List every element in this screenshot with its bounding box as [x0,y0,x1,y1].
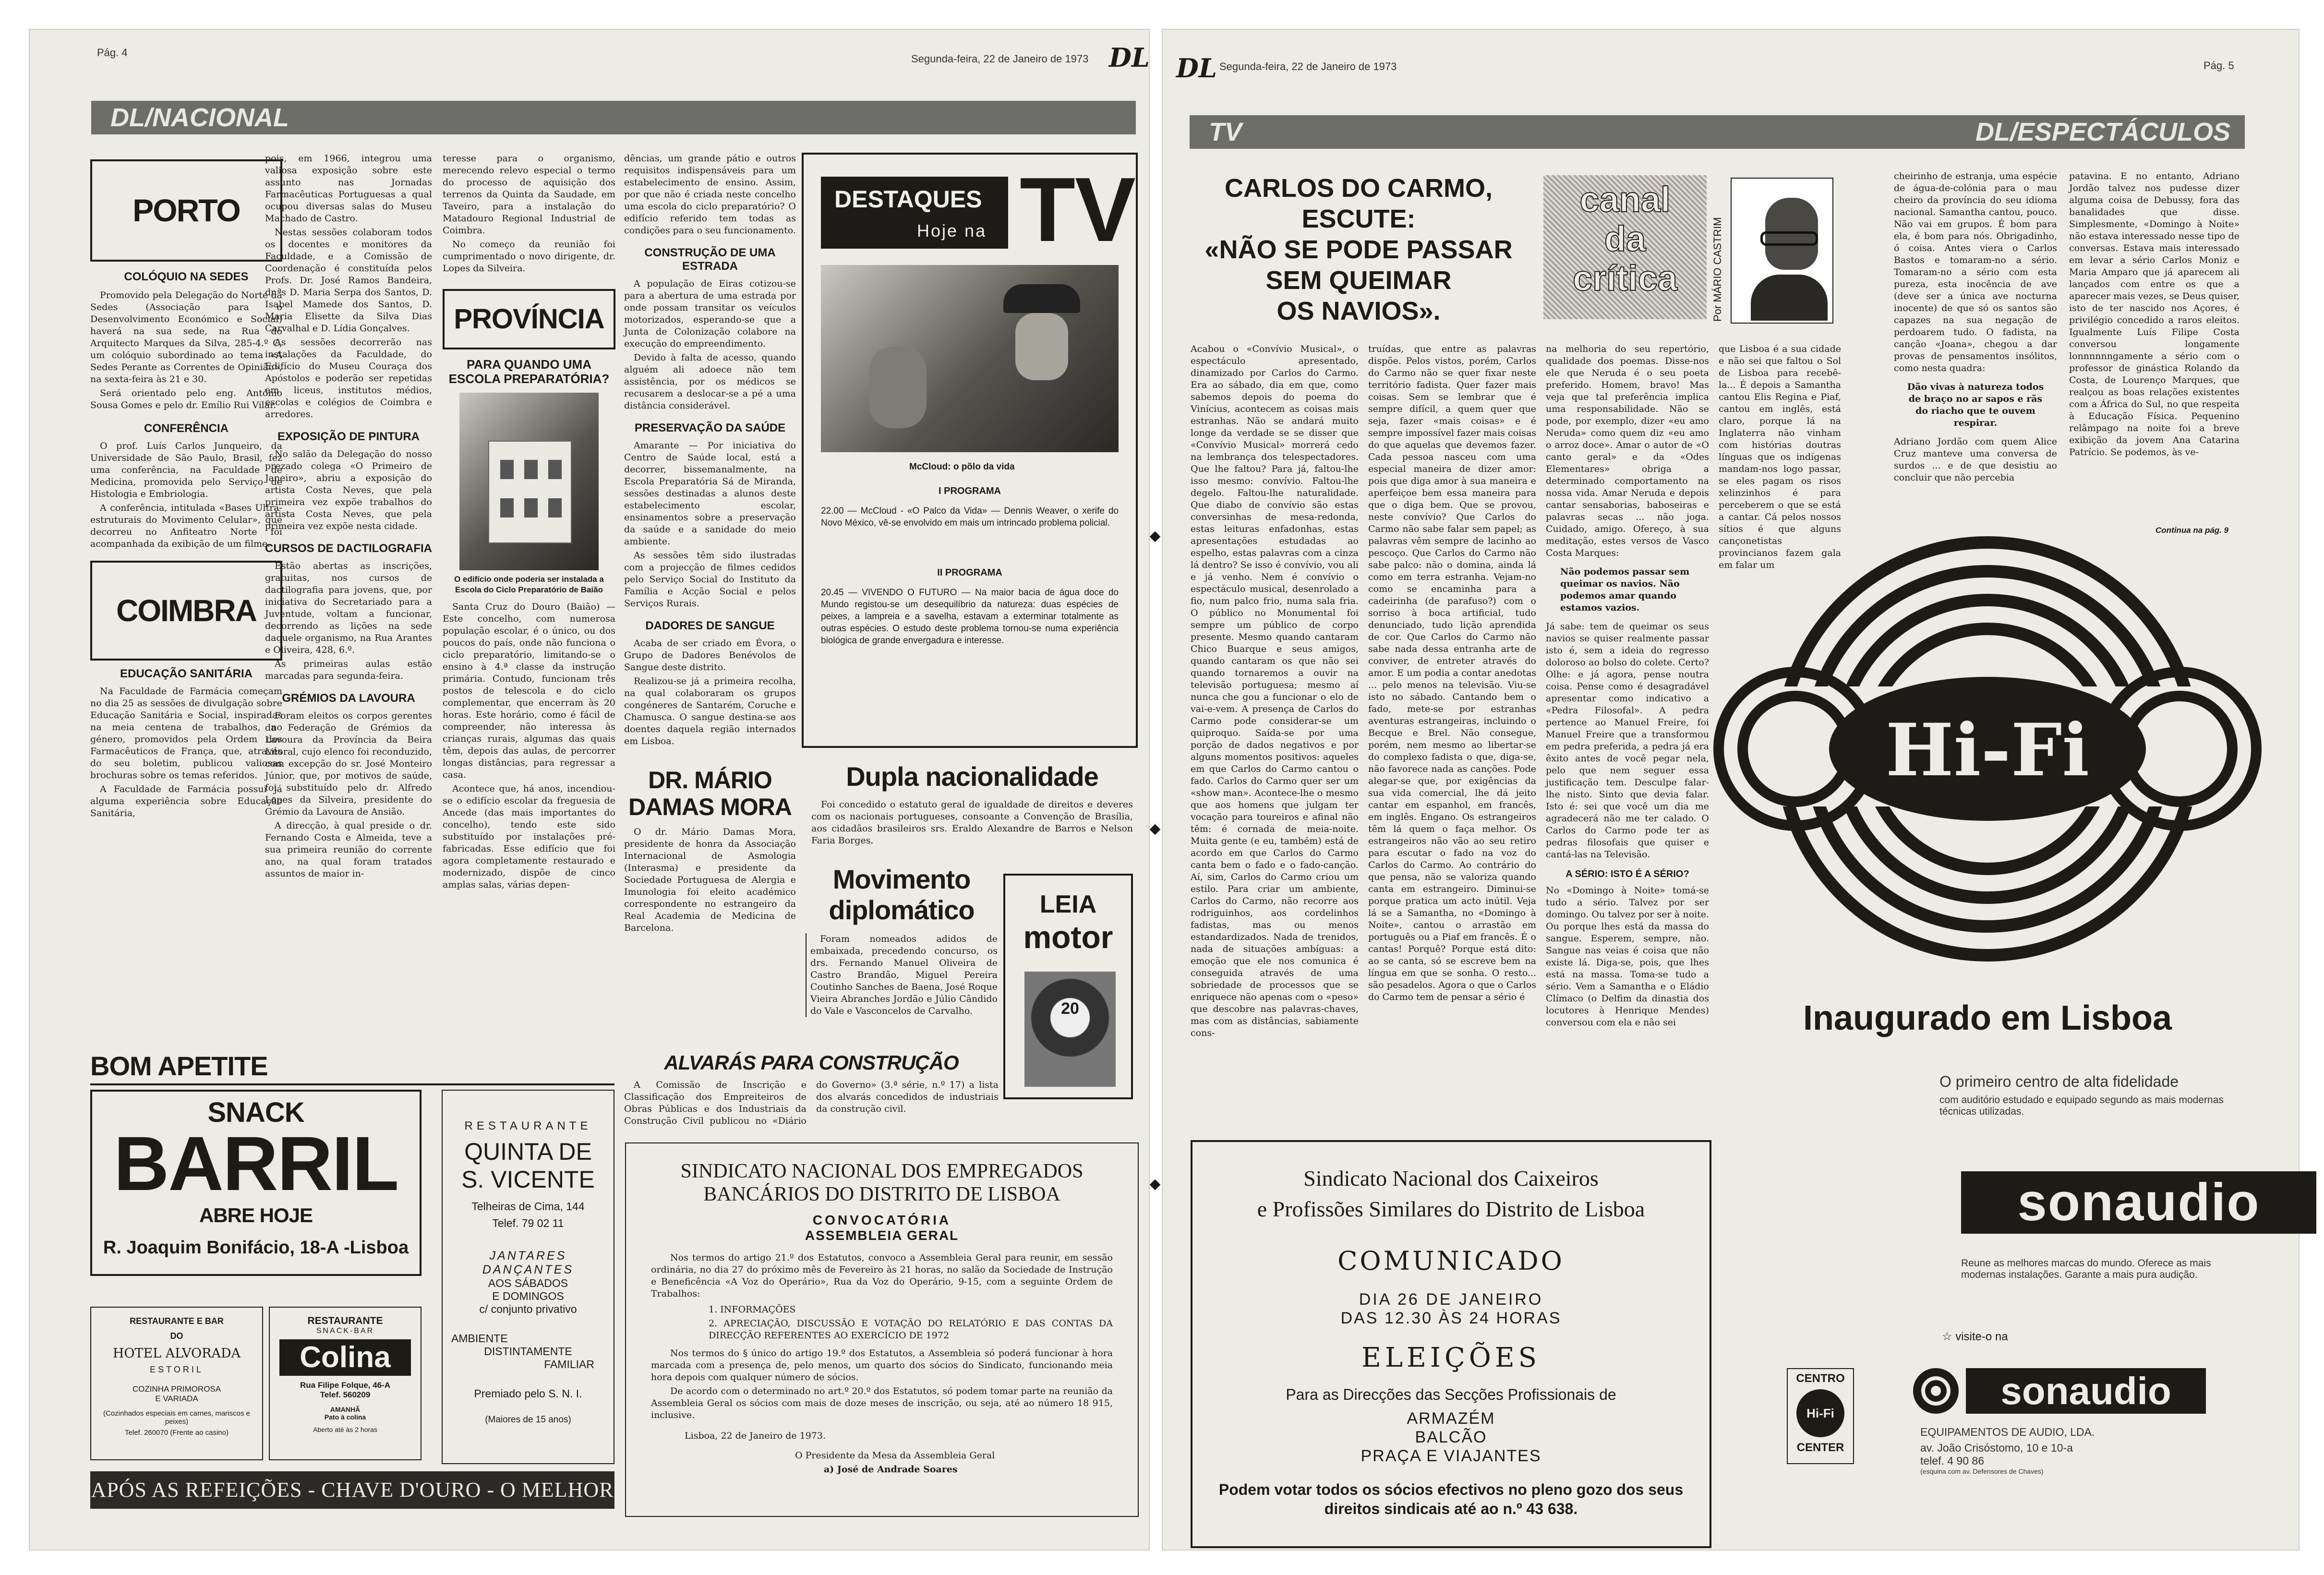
quinta-line: AOS SÁBADOS [488,1277,568,1289]
quinta-line: DISTINTAMENTE [484,1345,572,1358]
notice-signature-title: O Presidente da Mesa da Assembleia Geral [795,1450,995,1461]
caixeiros-footer: Podem votar todos os sócios efectivos no pleno gozo dos seus direitos sindicais até ao n.º 43 638. [1218,1481,1684,1517]
cursos-subhead: CURSOS DE DACTILOGRAFIA [265,542,432,555]
article-column [2069,170,2240,545]
movimento-heading: Movimento diplomático [829,864,975,925]
hifi-subline: O primeiro centro de alta fidelidade [1939,1073,2179,1090]
quinta-s-vicente-ad [442,1090,614,1464]
left-page [29,29,1150,1551]
sindicato-title-2: BANCÁRIOS DO DISTRITO DE LISBOA [703,1183,1060,1205]
sonaudio-tagline: Reune as melhores marcas do mundo. Oferece as mais modernas instalações. Garante a mais pura audição. [1961,1258,2211,1280]
motor-word: motor [1023,919,1113,955]
building-facade [488,441,572,543]
column-2 [265,153,432,1031]
caixeiros-title-1: Sindicato Nacional dos Caixeiros [1303,1166,1599,1190]
dupla-paragraph: Foi concedido o estatuto geral de igualdade de direitos e deveres com os nacionais portugueses, consoante a Convenção de Brasília, aos cidadãos brasileiros srs. Eraldo Alexandre de Barros e Nelson Faria Borges. [811,799,1133,846]
snack-address: R. Joaquim Bonifácio, 18-A -Lisboa [103,1238,409,1258]
quinta-phone: Telef. 79 02 11 [492,1217,564,1229]
cowboy-hat [1003,284,1080,313]
continued-link[interactable]: Continua na pág. 9 [2155,526,2229,535]
colina-line: SNACK-BAR [316,1327,374,1335]
visite-text: visite-o na [1955,1330,2008,1343]
center-word: CENTER [1796,1441,1844,1454]
alvorada-line: Telef. 260070 (Frente ao casino) [125,1429,229,1437]
quinta-address: Telheiras de Cima, 144 [471,1200,585,1213]
column-4 [624,153,796,1031]
school-building-photo [459,393,599,570]
exposicao-subhead: EXPOSIÇÃO DE PINTURA [277,430,420,443]
caixeiros-section: PRAÇA E VIAJANTES [1361,1447,1541,1465]
alvaras-paragraph: A Comissão de Inscrição e Classificação dos Empreiteiros de Obras Públicas e dos Industriais da Construção Civil publicou no «Diário do Governo» (3.ª série, n.º 17) a lista dos alvarás concedidos de industriais da construção civil. [624,1080,999,1126]
tv-highlights-sub: Hoje na [917,221,987,240]
snack-word: SNACK [207,1097,304,1128]
alvorada-line: ESTORIL [150,1365,204,1374]
headline-line: ESCUTE: [1301,204,1416,233]
notice-date: Lisboa, 22 de Janeiro de 1973. [685,1431,826,1441]
article-paragraph: dências, um grande pátio e outros requisitos indispensáveis para um estabelecimento de ensino. Assim, por que não é criada neste concelho uma escola do ciclo preparatório? O edifício referido tem todas as condições para o seu funcionamento. [624,153,796,236]
bom-apetite-section [90,1050,614,1085]
article-paragraph: Foram eleitos os corpos gerentes da Federação de Grémios da Lavoura da Província da Beira Litoral, cujo elenco foi reconduzido, com excepção do sr. José Monteiro Júnior, que, por motivos de saúde, foi substituído pelo dr. Alfredo Lopes da Silveira, presidente do Grémio da Lavoura de Ansião. [265,710,432,817]
article-paragraph: No «Domingo à Noite» tomá-se tudo a sério. Talvez por ser domingo. Ou talvez por ser à noite. Ou porque lhes está da massa do sangue. Esperem, sempre, não. Sangue nas veias é coisa que não existe lá. Diga-se, pois, que lhes está na massa. Toma-se tudo a sério. Vem a Samantha e o Eládio Clímaco (o Delfim da dinastia dos locutores à Henrique Mendes) conversou com ela e não sei [1546,885,1709,1028]
quinta-line: Premiado pelo S. N. I. [474,1387,582,1400]
masthead-logo: DL [1109,42,1150,73]
sonaudio-contact [1920,1426,2189,1475]
canal-word: canal [1579,180,1671,219]
article-paragraph: Santa Cruz do Douro (Baião) — Este concelho, com numerosa população escolar, é o único, ou dos poucos do país, onde não funciona o ciclo preparatório, limitando-se o ensino à 4.ª classe da instrução primária. Contudo, funcionam três postos de telescola e do ciclo complementar, que encerram às 20 horas. Este horário, como é fácil de compreender, não interessa às crianças rurais, algumas das quais têm, depois das aulas, de percorrer longas distâncias, para regressar a casa. [443,601,615,780]
alvorada-line: RESTAURANTE E BAR [130,1316,224,1326]
building-window [500,460,514,479]
article-paragraph: Acaba de ser criado em Évora, o Grupo de Dadores Benévolos de Sangue deste distrito. [624,638,796,673]
section-banner [1190,115,2245,149]
rule [90,1083,614,1085]
quinta-line: c/ conjunto privativo [479,1303,577,1315]
programme-1-label: I PROGRAMA [939,486,1001,496]
dateline: Segunda-feira, 22 de Janeiro de 1973 [1219,60,1397,72]
hifi-subline-2: com auditório estudado e equipado segundo as mais modernas técnicas utilizadas. [1939,1094,2224,1117]
gremios-subhead: GRÉMIOS DA LAVOURA [282,692,415,705]
colina-name: Colina [279,1339,411,1376]
star-icon: ☆ [1942,1330,1956,1343]
snack-barril-ad [90,1090,421,1276]
canal-logo-text [1553,180,1697,298]
quinta-line: DANÇANTES [482,1263,574,1276]
comunicado: COMUNICADO [1337,1246,1565,1276]
abre-hoje: ABRE HOJE [199,1204,313,1226]
headline-line: OS NAVIOS». [1276,297,1441,325]
article-paragraph: Já sabe: tem de queimar os seus navios se quiser realmente passar isto é, sem a ideia do regresso doloroso ao bolso do colete. Certo? Olhe: e já agora, pense noutra coisa. Pense como é desagradável apresentar como indicativo a «Pedra Filosofal». A pedra pertence ao Manuel Freire, foi Manuel Freire que a transformou em pedra preferida, a pedra já era êxito antes de você pegar nela, pelo que nem seguer essa justificação tem. Desculpe falar-lhe nisto. Sinto que devia falar. Isto é: sei que você um dia me agradecerá não me ter calado. O Carlos do Carmo pode ter as pedras filosofais que quiser e cantá-las na Televisão. [1546,621,1709,860]
building-window [524,460,538,479]
race-number: 20 [1061,999,1079,1018]
page-number: Pág. 5 [2204,60,2234,72]
alvorada-name: HOTEL ALVORADA [112,1346,241,1361]
quinta-label: RESTAURANTE [464,1119,592,1132]
headline-line: «NÃO SE PODE PASSAR [1204,235,1513,264]
section-banner: DL/NACIONAL [91,101,1136,134]
provincia-subhead: PARA QUANDO UMA ESCOLA PREPARATÓRIA? [448,357,610,386]
author-shoulders [1751,275,1828,321]
article-paragraph: As primeiras aulas estão marcadas para segunda-feira. [265,659,432,681]
building-window [524,498,538,517]
colina-ad [269,1307,421,1460]
coimbra-heading: COIMBRA [90,561,282,661]
porto-heading: PORTO [90,159,282,262]
article-paragraph: Nestas sessões colaboram todos os docentes e monitores da Faculdade, e a Comissão de Coordenação é constituída pelos Profs. Dr. José Ramos Bandeira, dr.ªs D. Maria Serpa dos Santos, D. Isabel Mamede dos Santos, D. Maria Elisette da Silva Dias Carvalhal e D. Lídia Gonçalves. [265,227,432,334]
centro-word: CENTRO [1796,1372,1845,1385]
coimbra-paragraph: Na Faculdade de Farmácia começam no dia 25 as sessões de divulgação sobre Educação Sanitária e Social, inspiradas na meia centena de trabalhos, no género, promovidos pela Ordem dos Farmacêuticos de França, que, através do seu boletim, publicou valiosas brochuras sobre os temas referidos. [90,686,282,781]
caixeiros-para: Para as Direcções das Secções Profissionais de [1286,1386,1616,1403]
notice-signature: a) José de Andrade Soares [824,1464,958,1475]
porto-subhead: COLÓQUIO NA SEDES [124,270,249,283]
leia-word: LEIA [1039,890,1097,918]
alvorada-line: (Cozinhados especiais em carnes, mariscos e peixes) [103,1409,250,1426]
canal-word: crítica [1572,258,1678,298]
caixeiros-hours: DAS 12.30 ÀS 24 HORAS [1340,1309,1562,1327]
quinta-line: FAMILIAR [544,1358,594,1371]
glasses-icon [1760,231,1818,246]
tv-highlights-header [821,177,1008,249]
article-paragraph: As sessões têm sido ilustradas com a projecção de filmes cedidos pelo Serviço Social do Instituto da Família e Acção Social e pelos Serviços Rurais. [624,550,796,609]
sonaudio-logo: sonaudio [1961,1171,2316,1234]
tv-highlights-box [802,153,1138,748]
movimento-paragraph: Foram nomeados adidos de embaixada, precedendo concurso, os drs. Fernando Manuel Oliveira de Castro Brandão, Miguel Pereira Coutinho Sanches de Baena, José Roque Vieira Abranches Jordão e Júlio Cândido do Vale e Vasconcelos de Carvalho. [806,933,998,1017]
colina-line: RESTAURANTE [307,1315,383,1326]
bom-apetite-heading: BOM APETITE [90,1051,268,1081]
programme-1-item: 22.00 — McCloud - «O Palco da Vida» — Dennis Weaver, o xerife do Novo México, vê-se envolvido em mais um intrincado problema policial. [821,506,1119,528]
building-window [548,460,562,479]
damas-mora-heading: DR. MÁRIO DAMAS MORA [628,767,792,820]
article-paragraph: No salão da Delegação do nosso prezado colega «O Primeiro de Janeiro», abriu a exposição do artista Costa Neves, que pela primeira vez expõe trabalhos do artista Costa Neves, que pela primeira vez expõe nesta cidade. [265,449,432,531]
mccloud-caption: McCloud: o põlo da vida [909,462,1015,472]
notice-paragraph: Nos termos do § único do artigo 19.º dos Estatutos, a Assembleia só poderá funcionar à hora marcada com a presença de, pelo menos, um quarto dos sócios do Sindicato, funcionando meia hora depois com qualquer número de sócios. [651,1348,1113,1383]
sonaudio-emblem-icon [1913,1368,1959,1414]
colina-line: Pato à colina [324,1413,366,1421]
article-paragraph: Realizou-se já a primeira recolha, na qual colaboraram os grupos congéneres de Santarém, Coruche e Chamusca. O sangue destina-se aos doentes daquela região internados em Lisboa. [624,676,796,746]
conferencia-paragraph: O prof. Luís Carlos Junqueiro, da Universidade de São Paulo, Brasil, fez uma conferência, na Faculdade de Medicina, promovida pelo Serviço de Histologia e Embriologia. [90,441,282,499]
sindicato-caixeiros-notice [1191,1140,1711,1548]
sonaudio-address: av. João Crisóstomo, 10 e 10-a [1920,1442,2073,1454]
movimento-diplomatico [806,864,998,1017]
sindicato-bancarios-notice [625,1142,1139,1517]
quinta-name-2: S. VICENTE [461,1166,595,1193]
article-paragraph: Devido à falta de acesso, quando alguém ali adoece não tem assistência, por os médicos se recusarem a deslocar-se a pé a uma distância considerável. [624,352,796,411]
building-window [500,498,514,517]
eleicoes: ELEIÇÕES [1361,1342,1541,1373]
article-paragraph: na melhoria do seu repertório, qualidade dos poemas. Disse-nos ele que Neruda é o seu poeta preferido. Homem, bravo! Mas veja que tal preferência implica uma responsabilidade. Não se pode, por exemplo, dizer «eu amo Neruda» como quem diz «eu amo o arroz doce». Amar o autor de «O canto geral» e da «Odes Elementares» obriga a determinado comportamento na nossa vida. Amar Neruda e depois cantar sensaborias, baboseiras e palavras secas ... não joga. Cuidado, amigo. Ofereço, à sua meditação, estes versos de Vasco Costa Marques: [1546,344,1709,558]
notice-paragraph: De acordo com o determinado no art.º 20.º dos Estatutos, só podem tomar parte na reunião da Assembleia Geral os sócios com mais de doze meses de inscrição, ou seja, até ao número 18 915, inclusive. [651,1386,1113,1420]
alvorada-line: DO [170,1331,183,1341]
column-3 [443,153,615,1031]
byline: Por MÁRIO CASTRIM [1711,217,1723,322]
author-portrait [1731,178,1833,324]
article-column: Acabou o «Convívio Musical», o espectáculo apresentado, dinamizado por Carlos do Carmo. Era ao sábado, dia em que, como sabemos depois do poema do Vinícius, acontecem as coisas mais estranhas. Não se andará muito longe da verdade se se disser que «Convívio Musical» morrerá cedo na lembrança dos telespectadores. Que lhe faltou? Para já, faltou-lhe isso mesmo: convívio. Faltou-lhe degelo. Faltou-lhe naturalidade. Que diabo de convívio são estas conversinhas de mesa-redonda, estas leituras enfadonhas, estas apresentações estudadas ao espelho, estas palavras com a cinza lá dentro? Se isso é convívio, vou ali e já venho. Nem é convívio o espectáculo musical, desenrolado a fio, num palco frio, numa sala fria. O público no Monumental foi sempre um público de corpo presente. Mesmo quando cantaram Chico Buarque e seus amigos, quando cantaram os que não sei quando tornaremos a ouvir na televisão portuguesa; mesmo aí nunca che gou a funcionar o elo de vai-e-vem. A presença de Carlos do Carmo pode considerar-se um quiproquo. Saída-se por uma porção de dados negativos e por alguns momentos positivos: aqueles em que Carlos do Carmo cantou o fado. Carlos do Carmo quer ser um «show man». Acontece-lhe o mesmo que aos homens que julgam ter vocação para toureiros e afinal não têm: é cornada de meia-noite. Muita gente (e eu, também) está de acordo em que Carlos do Carmo canta bem o fado e o fado-canção. Aí, sim, Carlos do Carmo criou um estilo. Para criar um ambiente, Carlos do Carmo, não recorre aos rodriguinhos, aos cordelinhos fadistas, mas ou menos estandardizados. Nada de trenidos, nada de situações ambíguas: a emoção que ele nos comunica é conseguida através de uma sobriedade de processos que se enriquece não apenas com o «peso» que descobre nas palavras-chaves, mas com as distâncias, sabiamente cons- [1191,344,1359,1038]
coimbra-paragraph: A Faculdade de Farmácia possui já alguma experiência sobre Educação Sanitária, [90,784,282,818]
centro-hifi-circle: Hi-Fi [1796,1389,1844,1437]
canal-word: da [1604,219,1646,259]
programme-2-label: II PROGRAMA [937,567,1002,578]
alvorada-line: COZINHA PRIMOROSA [132,1384,221,1394]
article-column: truídas, que entre as palavras dispõe. Pelos vistos, porém, Carlos do Carmo não se quer fixar neste território fadista. Quer fazer mais coisas. Sem se lembrar que é sempre difícil, a quem quer que seja, fazer «mais coisas» e é sempre impossível fazer mais coisas do que aquelas que devemos fazer. Cada pessoa nasceu com uma especial maneira de dizer amor: pois que diga amor à sua maneira e aperfeiçoe bem essa maneira para que o diga bem. Que se provou, neste convívio? Que Carlos do Carmo não sabe falar sem papel; as palavras vêm sempre de lacinho ao pescoço. Que Carlos do Carmo não sabe palco: não o domina, ainda lá como em terra estranha. Vejam-no como se encaminha para a cadeirinha (de parafuso?) com o sorriso à boca artificial, tudo denunciado, tudo lição aprendida de cor. Que Carlos do Carmo não sabe nada dessa entranha arte de conviver, de entreter através do amor. E um podia a contar anedotas ... pelo menos na televisão. Viu-se isto no sábado. Cantando bem o fado, mete-se por estranhas aventuras estrangeiras, incluindo o Becque e Brel. Não consegue, porém, nem mesmo ao libertar-se do complexo fadista o que, diga-se, não favorece nada as canções. Pode alegar-se que, por exigências da sua vida comercial, lhe dá jeito cantar em espanhol, em francês, em inglês. Engano. Os estrangeiros têm lá quem o faça melhor. Os estrangeiros não vão ao seu retiro para escutar o fado na voz do Carlos do Carmo. Ao contrário do que pensa, não se valoriza quando canta em estrangeiro. Diminui-se porque pratica um acto inútil. Veja lá se a Samantha, no «Domingo à Noite», cantou o arrastão em português ou a Piaf em francês. É o cantas! Porquê? Porque está dito: ao se canta, só se escreve bem na língua em que se sonha. O resto... são pesadelos. Agora o que o Carlos do Carmo tem de pensar a sério é [1368,344,1536,1002]
masthead-logo: DL [1176,53,1217,84]
hifi-logo-text: Hi-Fi [1885,708,2090,793]
colina-line: Telef. 560209 [320,1390,371,1399]
tv-big-letters: TV [1020,159,1135,261]
convocatoria: CONVOCATÓRIA [812,1213,951,1227]
porto-paragraph: Será orientado pelo eng. António Sousa Gomes e pelo dr. Emílio Rui Vilar. [90,388,282,410]
programme-2-item: 20.45 — VIVENDO O FUTURO — Na maior bacia de água doce do Mundo registou-se um desequilíbrio da natureza: duas espécies de peixes, a lampreia e a savelha, estavam a exterminar totalmente as outras espécies. O estudo deste problema tornou-se numa experiência biológica de grande envergadura e interesse. [821,588,1119,646]
sonaudio-logo-small: sonaudio [1966,1368,2206,1414]
sonaudio-note: (esquina com av. Defensores de Chaves) [1920,1467,2044,1475]
article-paragraph: patavina. E no entanto, Adriano Jordão talvez nos pudesse dizer alguma coisa de Debussy, fora das banalidades que disse. Simplesmente, «Domingo à Noite» não estava interessado nesse tipo de conversas. Estava mais interessado em levar a sério Carlos Moniz e Maria Amparo que já aparecem ali lançados com entre os que a aparecer mais vezes, se Deus quiser, isto de ter nascido nos Açores, é privilégio concedido a raros eleitos. Igualmente Luís Filipe Costa conversou longamente lonnnnnngamente a sério com o professor de ginástica Rolando da Costa, de Lourenço Marques, que realçou as boas relações existentes com a África do Sul, no que respeita à Educação Física. Pequenino relâmpago na noite foi a breve exibição da jovem Ana Catarina Patrício. Se podemos, às ve- [2069,171,2240,457]
sonaudio-equip: EQUIPAMENTOS DE AUDIO, LDA. [1920,1426,2095,1438]
hifi-graphic [1728,547,2247,1066]
actor-face [1015,313,1068,380]
centro-hifi-logo [1787,1368,1854,1464]
caixeiros-title-2: e Profissões Similares do Distrito de Lisboa [1257,1197,1645,1221]
visite-label [1942,1330,2008,1344]
dateline: Segunda-feira, 22 de Janeiro de 1973 [911,53,1089,65]
article-paragraph: No começo da reunião foi cumprimentado o novo dirigente, dr. Lopes da Silveira. [443,239,615,274]
mccloud-photo [821,265,1119,452]
article-headline [1191,173,1527,326]
article-paragraph: Acontece que, há anos, incendiou-se o edifício escolar da freguesia de Ancede (das mais importantes do concelho), tendo este sido substituído por instalações pré-fabricadas. Esse edifício que foi agora completamente restaurado e modernizado, dispõe de cinco amplas salas, várias depen- [443,783,615,890]
canal-da-critica-logo [1543,175,1707,319]
chave-douro-ad: APÓS AS REFEIÇÕES - CHAVE D'OURO - O MELHOR CAFÉ [90,1471,614,1509]
quinta-name-1: QUINTA DE [464,1138,592,1165]
article-paragraph: A população de Eiras cotizou-se para a abertura de uma estrada por onde possam transitar os veículos motorizados, esperando-se que a Junta de Colonização colabore na execução do empreendimento. [624,278,796,349]
a-serio-subhead: A SÉRIO: ISTO É A SÉRIO? [1565,869,1689,879]
headline-line: SEM QUEIMAR [1265,266,1452,295]
article-paragraph: A direcção, à qual preside o dr. Fernando Costa e Almeida, teve a sua primeira reunião do corrente ano, na qual foram tratados assuntos de maior in- [265,820,432,879]
quinta-line: AMBIENTE [451,1332,508,1345]
article-paragraph: Estão abertas as inscrições, gratuitas, nos cursos de dactilografia para jovens, que, por iniciativa do Secretariado para a Juventude, voltam a funcionar, decorrendo as lições na sede daquele organismo, na Rua Arantes e Oliveira, 428, 6.º. [265,561,432,655]
porto-paragraph: Promovido pela Delegação do Norte da Sedes (Associação para o Desenvolvimento Económico e Social) haverá na sua sede, na Rua do Arquitecto Marques da Silva, 285-4.º C, um colóquio subordinado ao tema «A Sedes Perante as Correntes de Opinião», na sexta-feira às 21 e 30. [90,290,282,385]
saude-subhead: PRESERVAÇÃO DA SAÚDE [634,421,786,434]
article-paragraph: teresse para o organismo, merecendo relevo especial o termo do processo de aquisição dos terrenos da Quinta da Saudade, em Taveiro, para a instalação do Matadouro Regional Industrial de Coimbra. [443,153,615,236]
dupla-nacionalidade [811,761,1133,847]
leia-motor-ad [1003,874,1133,1099]
coimbra-subhead: EDUCAÇÃO SANITÁRIA [120,667,253,680]
article-column: que Lisboa é a sua cidade e não sei que faltou o Sol de Lisboa para recebê-la... É depois a Samantha cantou Elis Regina e Piaf, cantou em inglês, está claro, porque lá na Inglaterra não vinham com histórias doutras línguas que os indígenas mandam-nos logo passar, se eles pagam os risos xelinzinhos é para perceberem o que se está a cantar. Cá pelos nossos sítios é que alguns cançonetistas provincianos fazem gala em falar um [1719,344,1841,570]
binding-mark [1150,824,1161,835]
conferencia-paragraph: A conferência, intitulada «Bases Ultra-estruturais do Movimento Celular», que decorreu no Anfiteatro Norte foi acompanhada da exibição de um filme. [90,503,282,549]
binding-mark [1150,531,1161,542]
banner-espectaculos: DL/ESPECTÁCULOS [1975,118,2230,146]
dupla-heading: Dupla nacionalidade [846,761,1098,792]
assembleia-geral: ASSEMBLEIA GERAL [805,1228,959,1243]
banner-tv: TV [1209,118,1242,146]
poem-quote: Não podemos passar sem queimar os navios. Não podemos amar quando estamos vazios. [1560,566,1690,613]
colina-line: Rua Filipe Folque, 46-A [300,1381,390,1390]
article-paragraph: cheirinho de estranja, uma espécie de água-de-colónia para o mau cheiro da província do seu idioma nacional. Samantha cantou, pouco. Não vai em grupos. É bom para ela, é bom para nós. Obrigadinho, ó coisa. Antes viera o Carlos Bastos e tomaram-no a sério. Tomaram-no a sério com esta pureza, esta inocência de ave (deve ser a única ave nocturna inocente) de que só os santos são capazes na sua negação de perdoarem tudo. O fadista, na canção «Joana», chegou a dar provas de pensamentos insólitos, como nesta quadra: [1894,171,2057,373]
damas-mora-paragraph: O dr. Mário Damas Mora, presidente de honra da Associação Internacional de Asmologia (Interasma) e presidente da Sociedade Portuguesa de Alergia e Imunologia foi eleito académico correspondente no estrangeiro da Real Academia de Medicina de Barcelona. [624,827,796,933]
barril-word: BARRIL [113,1120,398,1206]
article-paragraph: Amarante — Por iniciativa do Centro de Saúde local, está a decorrer, bissemanalmente, na Escola Preparatória Sá de Miranda, sessões destinadas a alunos deste estabelecimento escolar, ensinamentos sobre a preservação da saúde e a sanidade do meio ambiente. [624,440,796,547]
article-paragraph: Adriano Jordão com quem Alice Cruz manteve uma conversa de surdos ... e de que desistiu ao concluir que não percebia [1894,436,2057,483]
agenda-item: 2. APRECIAÇÃO, DISCUSSÃO E VOTAÇÃO DO RELATÓRIO E DAS CONTAS DA DIRECÇÃO REFERENTES AO EXERCÍCIO DE 1972 [709,1318,1113,1341]
sonaudio-phone: telef. 4 90 86 [1920,1455,1984,1467]
estrada-subhead: CONSTRUÇÃO DE UMA ESTRADA [644,246,776,273]
provincia-heading: PROVÍNCIA [443,289,615,349]
alvorada-line: E VARIADA [155,1394,198,1403]
motorcycle-rider-illustration [1024,972,1116,1087]
sindicato-title-1: SINDICATO NACIONAL DOS EMPREGADOS [680,1160,1084,1182]
hifi-rings-svg [1728,547,2247,1066]
caixeiros-date: DIA 26 DE JANEIRO [1359,1290,1543,1309]
caixeiros-section: ARMAZÉM [1407,1409,1495,1428]
hotel-alvorada-ad [90,1307,263,1460]
headline-line: CARLOS DO CARMO, [1225,174,1493,203]
right-page [1162,29,2300,1551]
quinta-line: E DOMINGOS [492,1290,564,1302]
column-1 [90,159,282,819]
caixeiros-section: BALCÃO [1415,1428,1487,1446]
colina-line: AMANHÃ [330,1406,361,1413]
article-column [1894,170,2057,535]
dadores-subhead: DADORES DE SANGUE [645,619,775,632]
binding-mark [1150,1179,1161,1190]
tv-highlights-title: DESTAQUES [834,186,982,213]
agenda-item: 1. INFORMAÇÕES [709,1304,796,1315]
hifi-headline: Inaugurado em Lisboa [1803,999,2172,1037]
article-column [1546,343,1709,1135]
building-window [548,498,562,517]
conferencia-subhead: CONFERÊNCIA [144,422,229,435]
article-paragraph: pois, em 1966, integrou uma valiosa exposição sobre este assunto nas Jornadas Farmacêuticas Portuguesas a qual ocupou diversas salas do Museu Machado de Castro. [265,153,432,224]
actor-face [869,347,927,428]
notice-paragraph: Nos termos do artigo 21.º dos Estatutos, convoco a Assembleia Geral para reunir, em sessão ordinária, no dia 27 do próximo mês de Fevereiro às 21 horas, no salão da Sociedade de Instrução e Beneficência «A Voz do Operário», Rua da Voz do Operário, 9-15, com a seguinte Ordem de Trabalhos: [651,1252,1113,1299]
alvaras-heading: ALVARÁS PARA CONSTRUÇÃO [664,1051,959,1074]
quadra-quote: Dão vivas à natureza todos de braço no ar sapos e rãs do riacho que te ouvem respirar. [1907,382,2044,428]
article-paragraph: As sessões decorrerão nas instalações da Faculdade, do Edifício do Museu Couraça dos Apóstolos e poderão ser repetidas em liceus, institutos médios, escolas e colégios de Coimbra e arredores. [265,337,432,420]
alvaras [624,1051,999,1127]
colina-line: Aberto até às 2 horas [313,1426,377,1433]
quinta-line: JANTARES [489,1249,567,1262]
hifi-details [1939,1073,2256,1118]
photo-caption: O edifício onde poderia ser instalada a Escola do Ciclo Preparatório de Baião [454,575,604,594]
page-number: Pág. 4 [97,47,128,59]
quinta-line: (Maiores de 15 anos) [485,1415,571,1425]
